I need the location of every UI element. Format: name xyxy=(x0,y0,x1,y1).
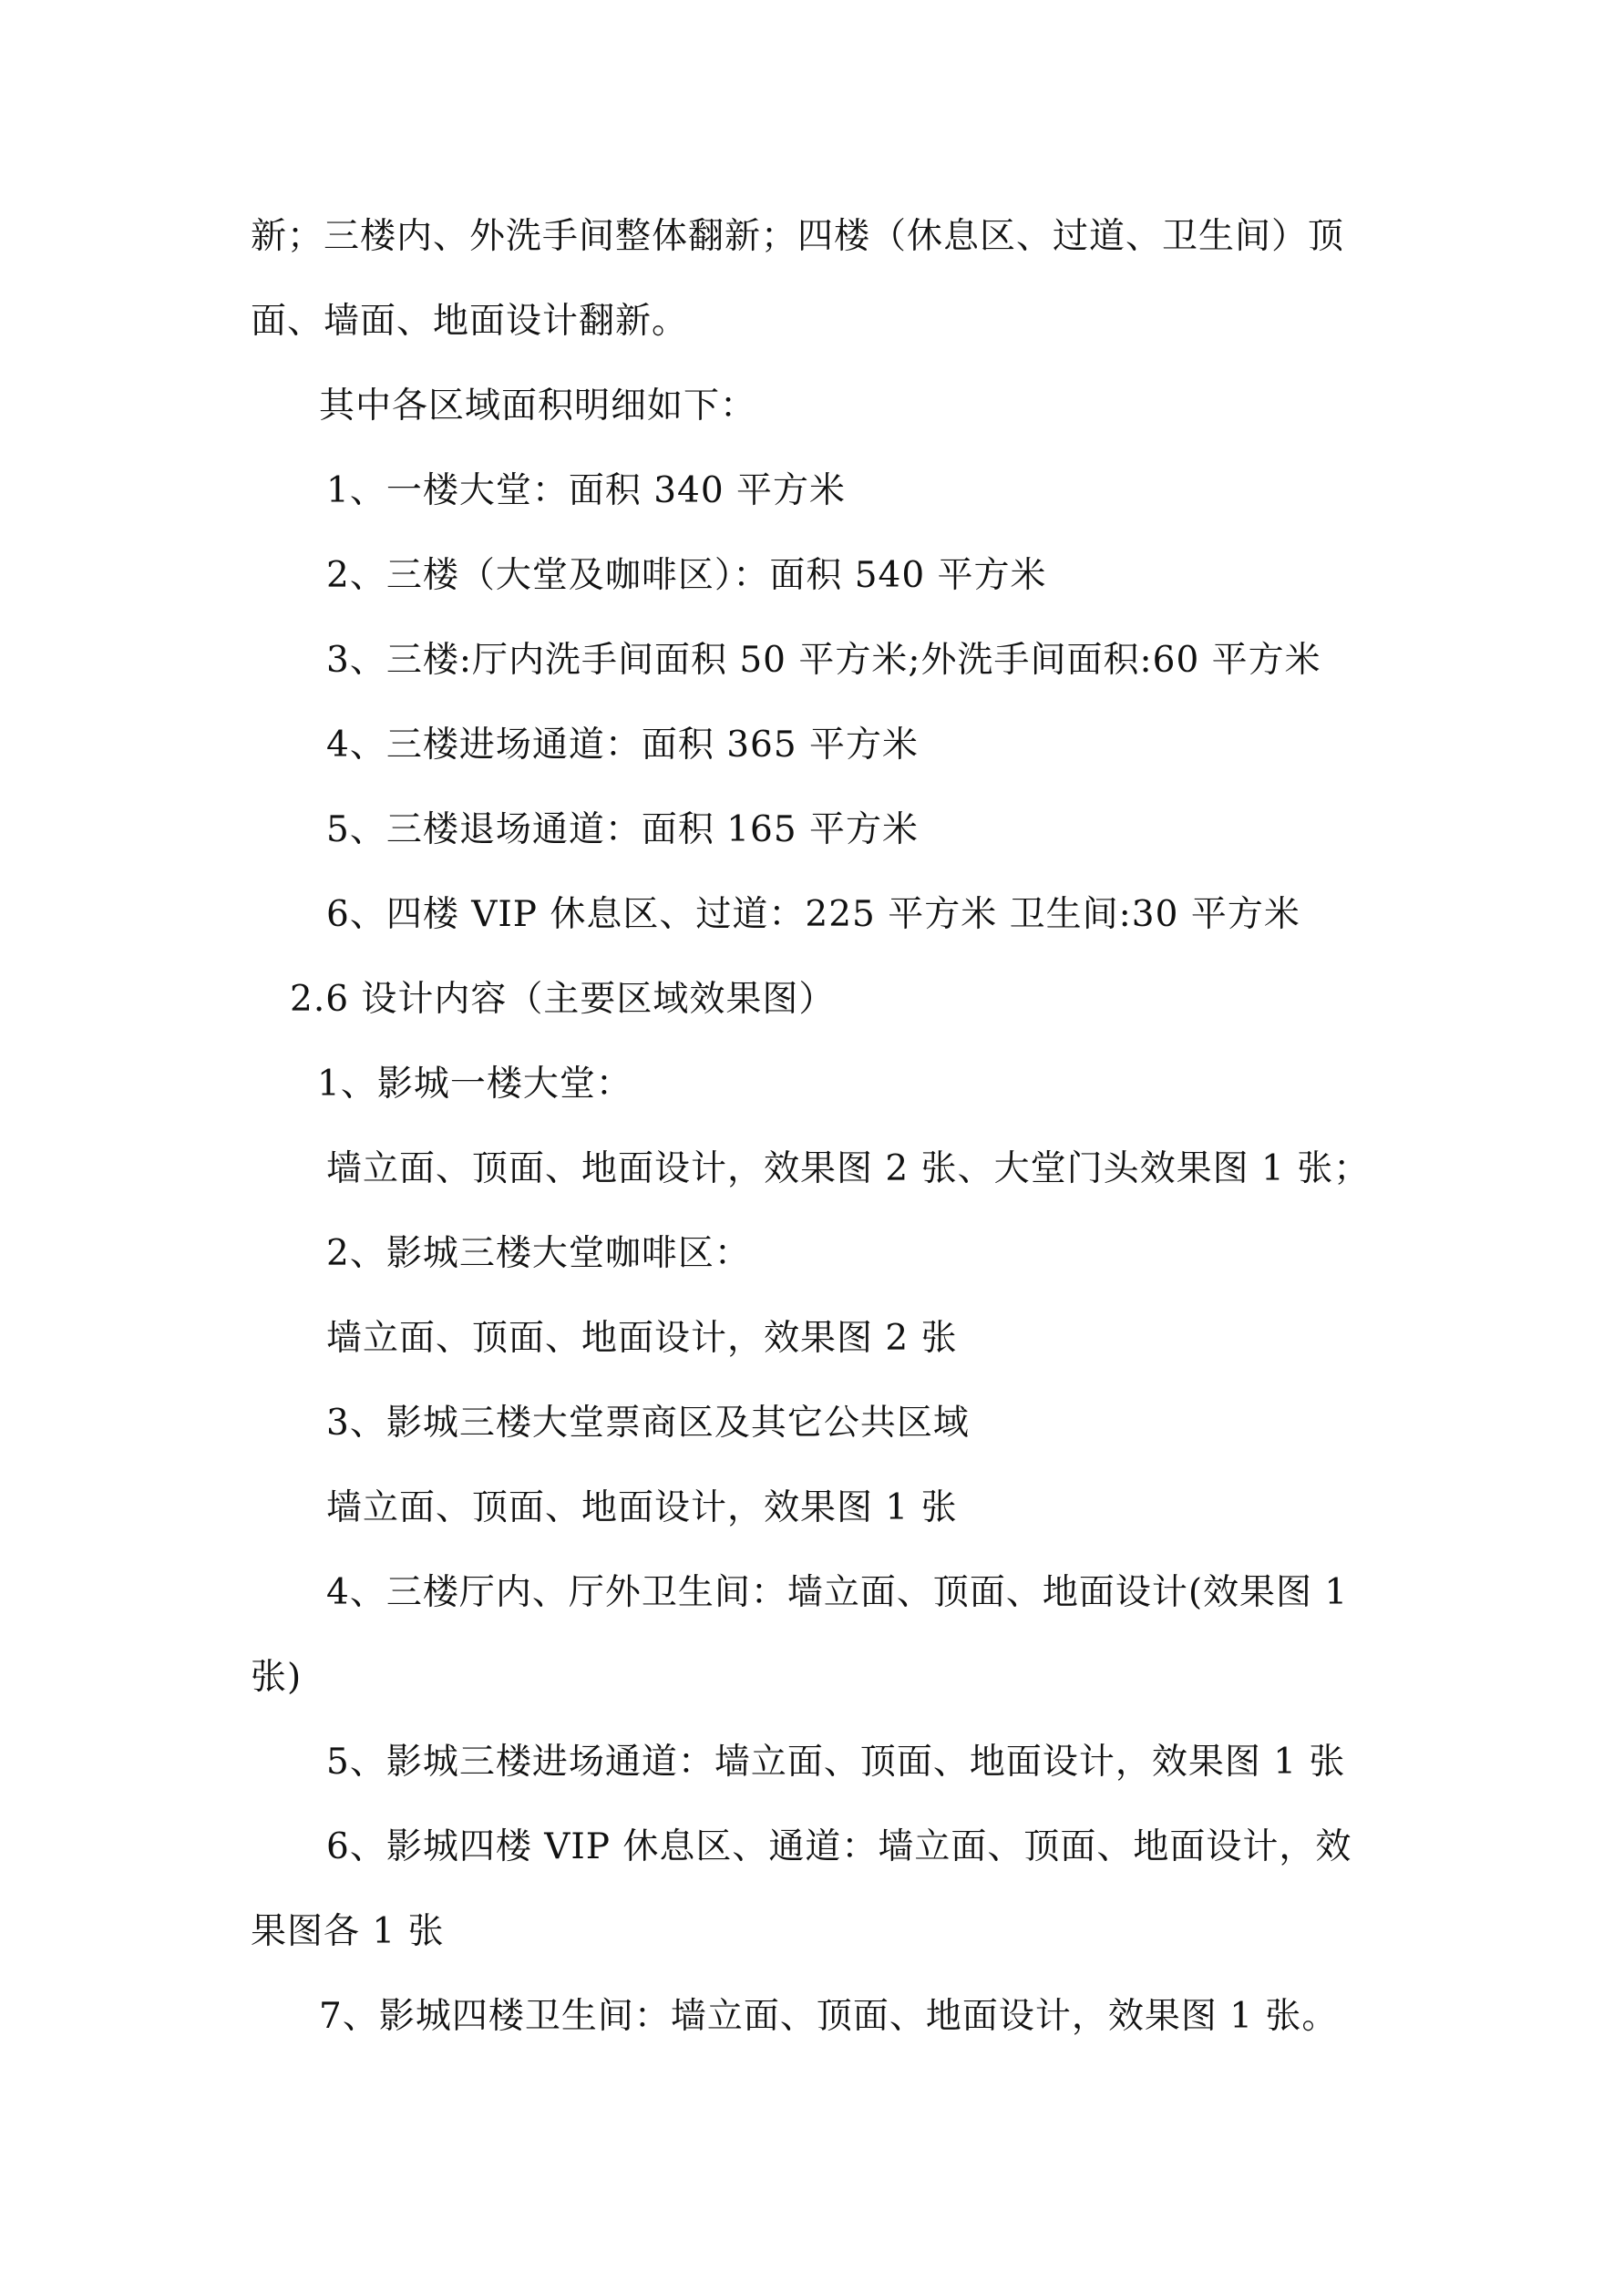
text-line: 张) xyxy=(251,1657,303,1698)
section-heading: 2.6 设计内容（主要区域效果图） xyxy=(290,979,836,1020)
text-line: 其中各区域面积明细如下： xyxy=(319,386,757,427)
text-line: 果图各 1 张 xyxy=(251,1911,445,1952)
text-line: 2、三楼（大堂及咖啡区）：面积 540 平方米 xyxy=(326,555,1047,596)
text-line: 5、影城三楼进场通道：墙立面、顶面、地面设计，效果图 1 张 xyxy=(326,1742,1346,1783)
text-line: 墙立面、顶面、地面设计，效果图 1 张 xyxy=(326,1487,958,1528)
text-line: 1、影城一楼大堂： xyxy=(317,1064,632,1105)
text-line: 1、一楼大堂：面积 340 平方米 xyxy=(326,470,847,511)
text-line: 2、影城三楼大堂咖啡区： xyxy=(326,1233,751,1274)
text-line: 6、影城四楼 VIP 休息区、通道：墙立面、顶面、地面设计，效 xyxy=(326,1826,1352,1867)
text-line: 新；三楼内、外洗手间整体翻新；四楼（休息区、过道、卫生间）顶 xyxy=(251,216,1345,257)
text-line: 4、三楼厅内、厅外卫生间：墙立面、顶面、地面设计(效果图 1 xyxy=(326,1572,1349,1613)
text-line: 7、影城四楼卫生间：墙立面、顶面、地面设计，效果图 1 张。 xyxy=(319,1996,1339,2037)
text-line: 3、三楼:厅内洗手间面积 50 平方米;外洗手间面积:60 平方米 xyxy=(326,640,1321,681)
text-line: 5、三楼退场通道：面积 165 平方米 xyxy=(326,809,920,850)
text-line: 墙立面、顶面、地面设计，效果图 2 张、大堂门头效果图 1 张； xyxy=(326,1148,1371,1189)
text-line: 面、墙面、地面设计翻新。 xyxy=(251,301,689,342)
text-line: 6、四楼 VIP 休息区、过道：225 平方米 卫生间:30 平方米 xyxy=(326,894,1300,935)
text-line: 4、三楼进场通道：面积 365 平方米 xyxy=(326,725,920,766)
text-line: 3、影城三楼大堂票商区及其它公共区域 xyxy=(326,1403,970,1444)
text-line: 墙立面、顶面、地面设计，效果图 2 张 xyxy=(326,1318,958,1359)
